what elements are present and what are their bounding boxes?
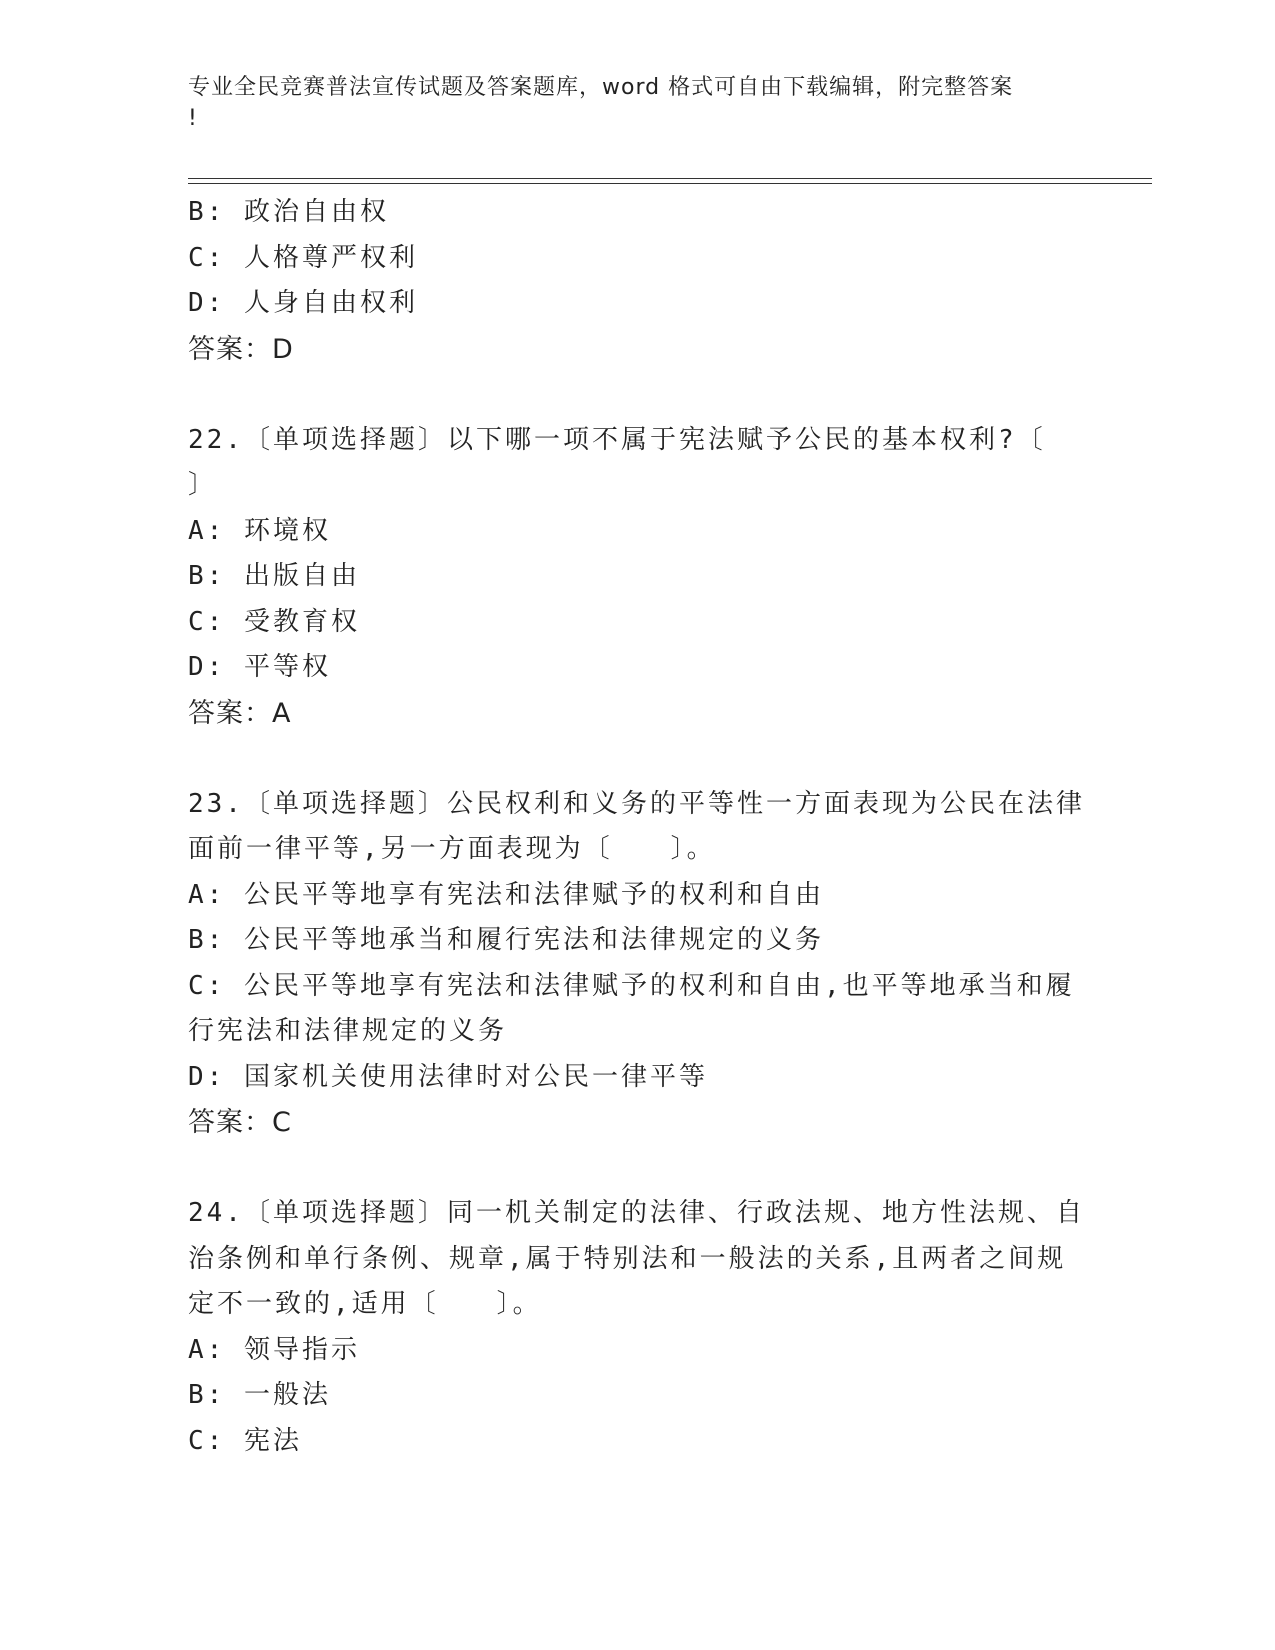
answer-line: 答案：C	[188, 1107, 292, 1138]
question-text-line: C: 公民平等地享有宪法和法律赋予的权利和自由,也平等地承当和履	[188, 970, 1075, 1001]
question-text-line: B: 出版自由	[188, 561, 360, 591]
question-text-line: C: 宪法	[188, 1425, 302, 1456]
question-text-line: 定不一致的,适用〔 〕。	[188, 1289, 542, 1319]
question-text-line: C: 受教育权	[188, 606, 360, 637]
header-title: 专业全民竞赛普法宣传试题及答案题库，word 格式可自由下载编辑，附完整答案	[188, 75, 1014, 100]
answer-line: 答案：D	[188, 333, 294, 365]
question-text-line: 24.〔单项选择题〕同一机关制定的法律、行政法规、地方性法规、自	[188, 1198, 1085, 1228]
document-header	[188, 72, 1068, 134]
question-text-line: B: 公民平等地承当和履行宪法和法律规定的义务	[188, 925, 824, 955]
question-text-line: A: 公民平等地享有宪法和法律赋予的权利和自由	[188, 879, 824, 910]
question-text-line: D: 国家机关使用法律时对公民一律平等	[188, 1061, 708, 1092]
question-text-line: 治条例和单行条例、规章,属于特别法和一般法的关系,且两者之间规	[188, 1243, 1067, 1274]
question-text-line: 〕	[188, 470, 218, 500]
question-text-line: D: 平等权	[188, 652, 331, 682]
question-text-line: B: 一般法	[188, 1380, 331, 1410]
question-list	[188, 190, 1085, 1464]
question-text-line: D: 人身自由权利	[188, 288, 418, 318]
question-text-line: 22.〔单项选择题〕以下哪一项不属于宪法赋予公民的基本权利?〔	[188, 424, 1046, 455]
header-divider-bottom	[188, 183, 1152, 184]
answer-line: 答案：A	[188, 697, 292, 729]
blank-line	[188, 736, 1068, 782]
question-text-line: 23.〔单项选择题〕公民权利和义务的平等性一方面表现为公民在法律	[188, 788, 1085, 819]
blank-line	[188, 1146, 1068, 1192]
header-divider-top	[188, 178, 1152, 179]
header-title-continued: !	[188, 106, 198, 131]
question-text-line: 行宪法和法律规定的义务	[188, 1016, 508, 1046]
blank-line	[188, 372, 1068, 418]
question-text-line: A: 环境权	[188, 515, 331, 546]
question-text-line: B: 政治自由权	[188, 197, 389, 227]
question-text-line: A: 领导指示	[188, 1334, 360, 1365]
question-text-line: 面前一律平等,另一方面表现为〔 〕。	[188, 834, 716, 864]
question-text-line: C: 人格尊严权利	[188, 242, 418, 273]
